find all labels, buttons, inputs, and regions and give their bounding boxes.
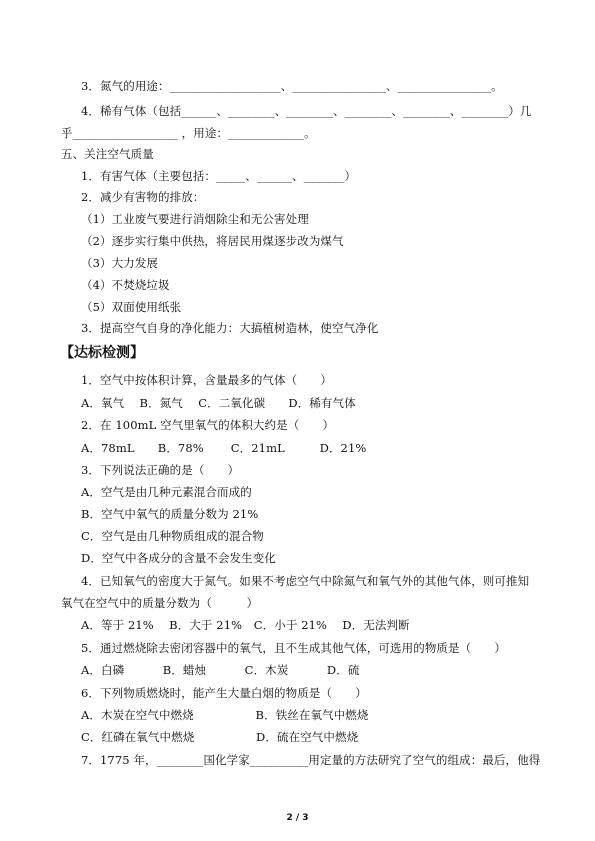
question-4-options: A．等于 21% B．大于 21% C．小于 21% D．无法判断 [81, 618, 410, 632]
question-5-options: A．白磷 B．蜡烛 C．木炭 D．硫 [81, 663, 360, 677]
question-3-option-c: C．空气是由几种物质组成的混合物 [81, 529, 264, 543]
noble-gas-line-continued: 乎__________________ ，用途：_____________。 [61, 126, 316, 140]
question-3-option-a: A．空气是由几种元素混合而成的 [81, 485, 252, 499]
nitrogen-uses-line: 3．氮气的用途：___________________、________________、________________。 [81, 79, 503, 93]
measure-item-3: （3）大力发展 [81, 256, 159, 270]
question-3-option-b: B．空气中氧气的质量分数为 21% [81, 507, 259, 521]
test-heading: 【达标检测】 [60, 345, 144, 361]
question-7: 7．1775 年，________国化学家__________用定量的方法研究了空气的组成：最后，他得 [81, 753, 541, 767]
question-6: 6．下列物质燃烧时，能产生大量白烟的物质是（ ） [81, 686, 367, 700]
question-3: 3．下列说法正确的是（ ） [81, 463, 240, 477]
question-2-options: A．78mL B．78% C．21mL D．21% [81, 441, 367, 455]
measure-item-2: （2）逐步实行集中供热，将居民用煤逐步改为煤气 [81, 234, 344, 248]
measure-item-1: （1）工业废气要进行消烟除尘和无公害处理 [81, 212, 309, 226]
measure-item-4: （4）不焚烧垃圾 [81, 278, 170, 292]
question-3-option-d: D．空气中各成分的含量不会发生变化 [81, 551, 276, 565]
noble-gas-line: 4．稀有气体（包括______、________、________、________、________、________）几 [81, 104, 532, 118]
question-4-continued: 氧气在空气中的质量分数为（ ） [61, 596, 259, 610]
question-6-options-cd: C．红磷在氧气中燃烧 D．硫在空气中燃烧 [81, 730, 359, 744]
question-5: 5．通过燃烧除去密闭容器中的氧气，且不生成其他气体，可选用的物质是（ ） [81, 641, 507, 655]
reduce-emissions-item: 2．减少有害物的排放： [81, 190, 205, 204]
question-2: 2．在 100mL 空气里氧气的体积大约是（ ） [81, 418, 335, 432]
page-number: 2 / 3 [286, 813, 309, 823]
question-1-options: A．氧气 B．氮气 C．二氧化碳 D．稀有气体 [81, 396, 356, 410]
question-6-options-ab: A．木炭在空气中燃烧 B．铁丝在氧气中燃烧 [81, 708, 369, 722]
section-five-title: 五、关注空气质量 [61, 147, 154, 161]
purification-item: 3．提高空气自身的净化能力：大搞植树造林，使空气净化 [81, 321, 379, 335]
measure-item-5: （5）双面使用纸张 [81, 300, 182, 314]
question-4: 4．已知氧气的密度大于氮气。如果不考虑空气中除氮气和氧气外的其他气体，则可推知 [81, 574, 530, 588]
harmful-gases-item: 1．有害气体（主要包括：_____、______、_______） [81, 169, 357, 183]
question-1: 1．空气中按体积计算，含量最多的气体（ ） [81, 373, 333, 387]
